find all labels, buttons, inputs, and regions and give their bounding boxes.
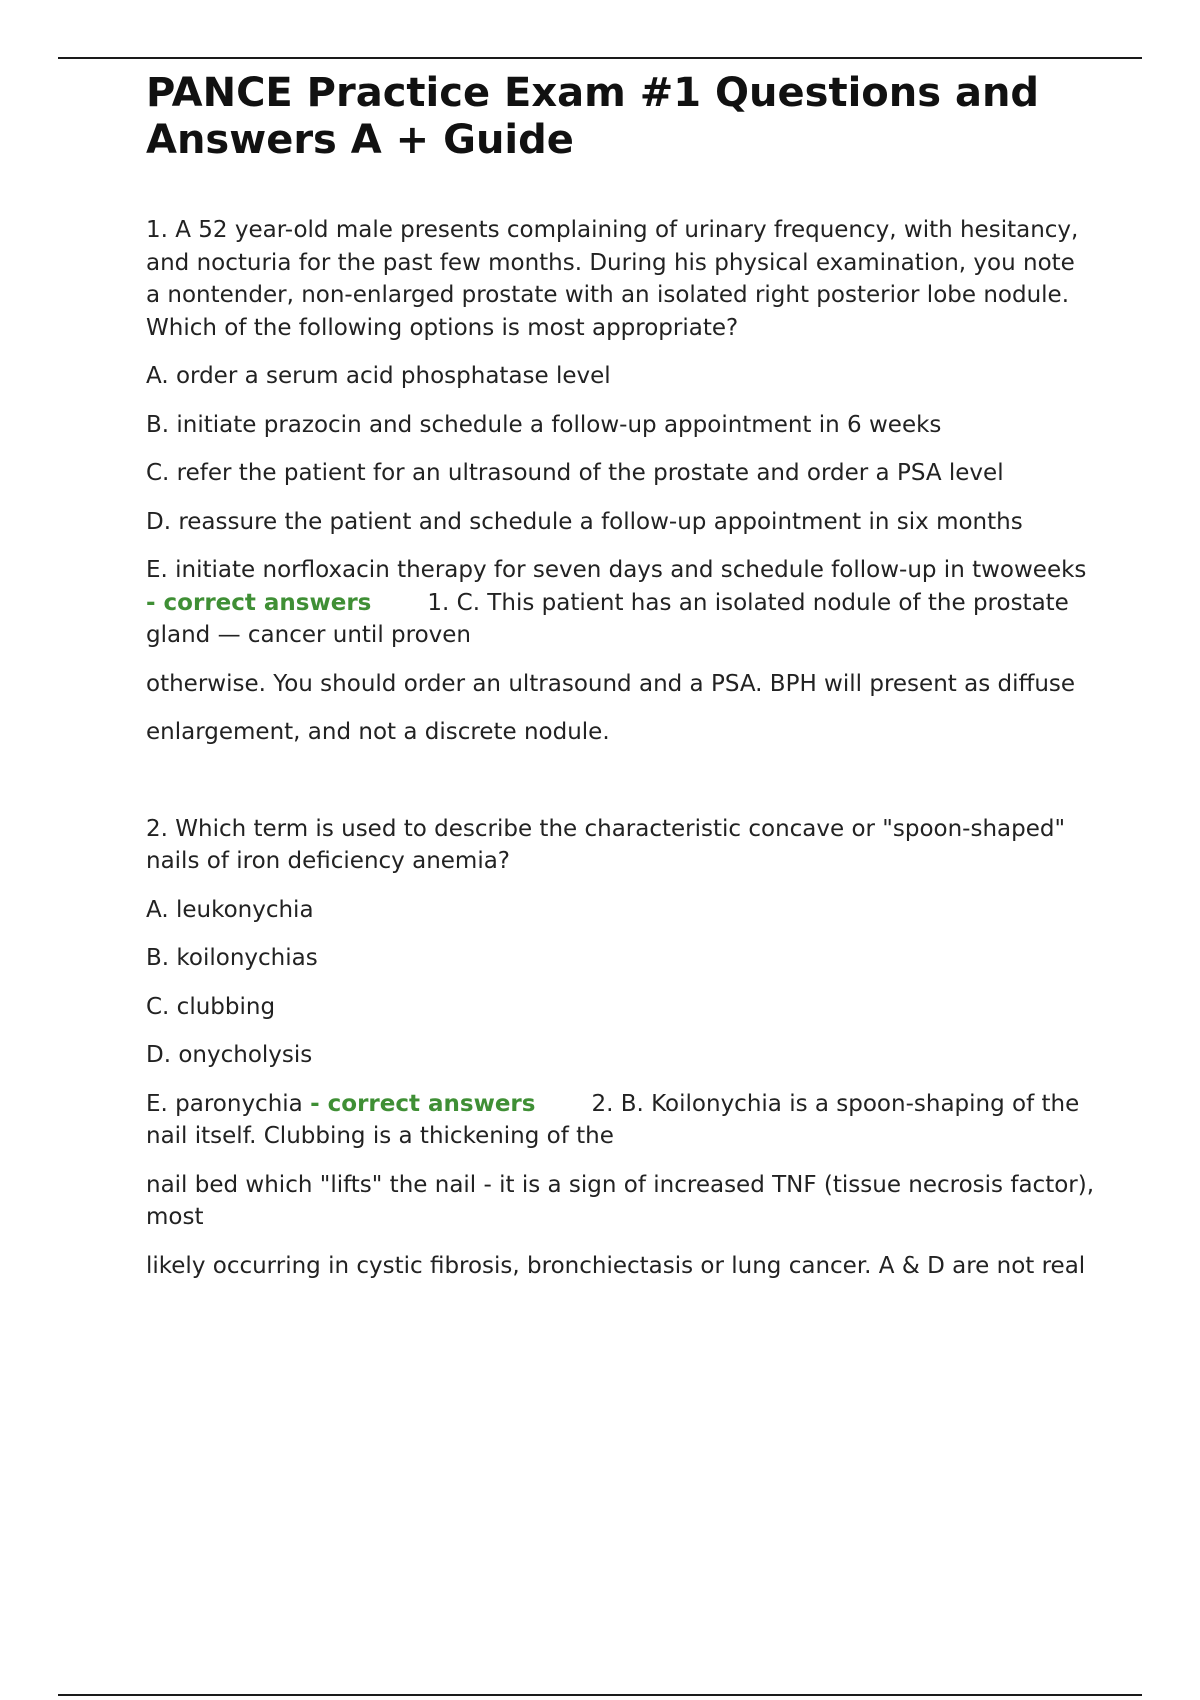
answer-option-text: E. paronychia: [146, 1090, 303, 1117]
answer-option-with-key: [146, 554, 1096, 652]
answer-option-with-key: [146, 1088, 1096, 1153]
document-body: [146, 70, 1096, 1298]
question-2: [146, 813, 1096, 1283]
answer-option-text: E. initiate norfloxacin therapy for seven days and schedule follow-up in twoweeks: [146, 557, 1087, 583]
answer-option: B. initiate prazocin and schedule a follow-up appointment in 6 weeks: [146, 411, 942, 438]
answer-option: A. order a serum acid phosphatase level: [146, 363, 611, 389]
answer-option: D. reassure the patient and schedule a follow-up appointment in six months: [146, 508, 1023, 535]
answer-option: A. leukonychia: [146, 896, 314, 923]
answer-explanation: 1. C. This patient has an isolated nodule of the prostate gland — cancer until proven: [146, 589, 1069, 648]
correct-answers-marker: - correct answers: [310, 1090, 536, 1117]
question-stem: 1. A 52 year-old male presents complaining of urinary frequency, with hesitancy, and nocturia for the past few months. During his physical examination, you note a nontender, non-enlarged prostate with an isolated right posterior lobe nodule. Which of the following options is most appropriate?: [146, 217, 1079, 341]
answer-explanation-continued: nail bed which "lifts" the nail - it is a sign of increased TNF (tissue necrosis factor), most: [146, 1171, 1095, 1230]
answer-option: C. clubbing: [146, 993, 276, 1020]
correct-answers-marker: - correct answers: [146, 589, 372, 616]
answer-explanation: 2. B. Koilonychia is a spoon-shaping of the nail itself. Clubbing is a thickening of the: [146, 1090, 1080, 1149]
question-1: [146, 214, 1096, 749]
answer-explanation-continued: otherwise. You should order an ultrasound and a PSA. BPH will present as diffuse: [146, 670, 1076, 697]
answer-option: D. onycholysis: [146, 1042, 313, 1068]
answer-option: B. koilonychias: [146, 945, 318, 971]
document-title: PANCE Practice Exam #1 Questions and Answers A + Guide: [146, 70, 1040, 163]
bottom-rule: [58, 1694, 1142, 1696]
top-rule: [58, 57, 1142, 59]
answer-explanation-continued: likely occurring in cystic fibrosis, bronchiectasis or lung cancer. A & D are not real: [146, 1252, 1086, 1279]
answer-option: C. refer the patient for an ultrasound of the prostate and order a PSA level: [146, 460, 1004, 486]
question-stem: 2. Which term is used to describe the characteristic concave or "spoon-shaped" nails of iron deficiency anemia?: [146, 815, 1066, 874]
answer-explanation-continued: enlargement, and not a discrete nodule.: [146, 719, 610, 745]
